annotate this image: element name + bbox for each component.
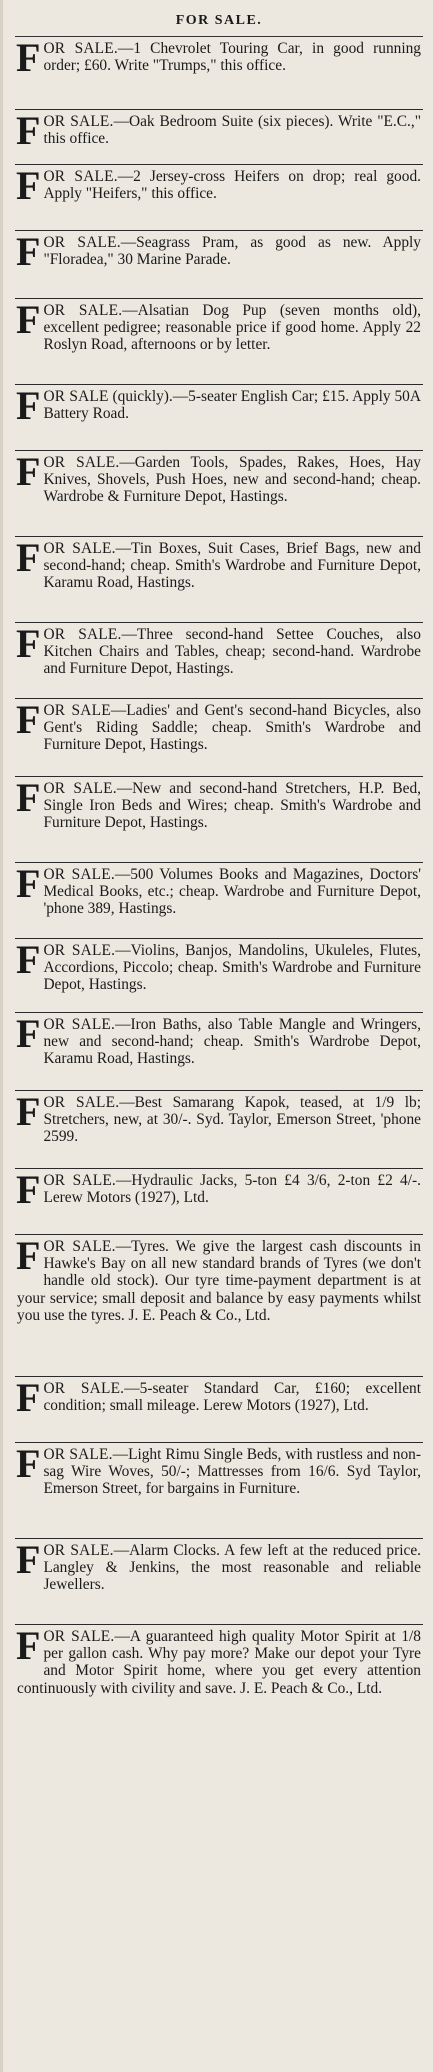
ad-text: —Alsatian Dog Pup (seven months old), excellent pedigree; reasonable price if good home. Apply 22 Roslyn Road, afternoons or by letter.	[43, 302, 421, 354]
ad-lead: OR SALE.	[43, 1238, 116, 1255]
classified-ad-tyres	[15, 1235, 423, 1377]
drop-cap: F	[16, 1625, 41, 1668]
drop-cap: F	[16, 939, 41, 982]
ad-lead: OR SALE.	[43, 113, 114, 130]
ad-text: —500 Volumes Books and Magazines, Doctors' Medical Books, etc.; cheap. Wardrobe and Furniture Depot, 'phone 389, Hastings.	[43, 866, 421, 918]
ad-text: —Alarm Clocks. A few left at the reduced price. Langley & Jenkins, the most reasonable and reliable Jewellers.	[43, 1542, 421, 1594]
ad-lead: OR SALE.	[43, 1380, 125, 1397]
classified-ad-jersey-heifers	[15, 165, 423, 231]
ad-text: —5-seater Standard Car, £160; excellent condition; small mileage. Lerew Motors (1927), Ltd.	[43, 1380, 422, 1415]
ad-lead: OR SALE.	[43, 1016, 116, 1033]
ad-lead: OR SALE.	[43, 234, 121, 251]
classified-ad-oak-bedroom-suite	[15, 110, 423, 165]
drop-cap: F	[16, 699, 41, 742]
ad-lead: OR SALE.	[43, 1094, 120, 1111]
drop-cap: F	[16, 385, 41, 428]
ad-text: (quickly).—5-seater English Car; £15. Apply 50A Battery Road.	[43, 388, 421, 423]
ad-text: —1 Chevrolet Touring Car, in good running order; £60. Write "Trumps," this office.	[43, 40, 421, 75]
classified-ad-iron-baths	[15, 1013, 423, 1091]
drop-cap: F	[16, 1235, 41, 1278]
ad-lead: OR SALE.	[43, 1172, 116, 1189]
drop-cap: F	[16, 777, 41, 820]
ad-text: —Violins, Banjos, Mandolins, Ukuleles, Flutes, Accordions, Piccolo; cheap. Smith's Wardrobe and Furniture Depot, Hastings.	[43, 942, 421, 994]
ad-text: —New and second-hand Stretchers, H.P. Bed, Single Iron Beds and Wires; cheap. Smith's Wardrobe and Furniture Depot, Hastings.	[43, 780, 421, 832]
drop-cap: F	[16, 537, 41, 580]
classified-ad-alsatian-pup	[15, 299, 423, 385]
classified-ad-alarm-clocks	[15, 1539, 423, 1625]
ad-lead: OR SALE.	[43, 1628, 115, 1645]
ad-lead: OR SALE.	[43, 942, 116, 959]
ad-lead: OR SALE	[43, 388, 109, 405]
classified-ad-standard-car	[15, 1377, 423, 1443]
ad-lead: OR SALE.	[43, 168, 118, 185]
drop-cap: F	[16, 1169, 41, 1212]
ad-lead: OR SALE.	[43, 780, 117, 797]
classified-ad-settee-couches	[15, 623, 423, 699]
classified-ad-garden-tools	[15, 451, 423, 537]
ad-text: —Tyres. We give the largest cash discounts in Hawke's Bay on all new standard brands of Tyres (we don't handle old stock). Our tyre time-payment department is at your service; small deposit and balance by easy payments whilst you use the tyres. J. E. Peach & Co., Ltd.	[17, 1238, 421, 1324]
classified-ad-english-car	[15, 385, 423, 451]
ad-lead: OR SALE	[43, 702, 111, 719]
drop-cap: F	[16, 1377, 41, 1420]
classified-ad-rimu-beds	[15, 1443, 423, 1539]
drop-cap: F	[16, 37, 41, 80]
drop-cap: F	[16, 863, 41, 906]
ad-lead: OR SALE.	[43, 540, 116, 557]
classified-ad-motor-spirit	[15, 1625, 423, 1741]
drop-cap: F	[16, 1013, 41, 1056]
drop-cap: F	[16, 1091, 41, 1134]
ad-text: —Light Rimu Single Beds, with rustless and non-sag Wire Woves, 50/-; Mattresses from 16/6. Syd Taylor, Emerson Street, for bargains in Furniture.	[43, 1446, 421, 1498]
ad-text: —Oak Bedroom Suite (six pieces). Write "E.C.," this office.	[43, 113, 422, 148]
drop-cap: F	[16, 451, 41, 494]
ad-lead: OR SALE.	[43, 302, 123, 319]
classified-ad-books-magazines	[15, 863, 423, 939]
classified-ad-bicycles	[15, 699, 423, 777]
ad-lead: OR SALE.	[43, 1542, 114, 1559]
classified-ad-tin-boxes	[15, 537, 423, 623]
drop-cap: F	[16, 110, 41, 153]
ad-lead: OR SALE.	[43, 866, 115, 883]
ad-lead: OR SALE.	[43, 1446, 113, 1463]
classified-ad-chevrolet-car	[15, 37, 423, 110]
drop-cap: F	[16, 165, 41, 208]
ad-text: —Garden Tools, Spades, Rakes, Hoes, Hay Knives, Shovels, Push Hoes, new and second-hand; cheap. Wardrobe & Furniture Depot, Hastings.	[43, 454, 421, 506]
classified-ad-hydraulic-jacks	[15, 1169, 423, 1235]
ad-lead: OR SALE.	[43, 454, 120, 471]
classified-ad-musical-instruments	[15, 939, 423, 1013]
ad-text: —Seagrass Pram, as good as new. Apply "Floradea," 30 Marine Parade.	[43, 234, 421, 269]
ad-text: —2 Jersey-cross Heifers on drop; real good. Apply "Heifers," this office.	[43, 168, 421, 203]
ad-lead: OR SALE.	[43, 40, 118, 57]
drop-cap: F	[16, 299, 41, 342]
ad-text: —Ladies' and Gent's second-hand Bicycles, also Gent's Riding Saddle; cheap. Smith's Wardrobe and Furniture Depot, Hastings.	[43, 702, 421, 754]
drop-cap: F	[16, 623, 41, 666]
ad-text: —Tin Boxes, Suit Cases, Brief Bags, new and second-hand; cheap. Smith's Wardrobe and Furniture Depot, Karamu Road, Hastings.	[43, 540, 421, 592]
ad-text: —Best Samarang Kapok, teased, at 1/9 lb; Stretchers, new, at 30/-. Syd. Taylor, Emerson Street, 'phone 2599.	[43, 1094, 421, 1146]
ad-text: —Iron Baths, also Table Mangle and Wringers, new and second-hand; cheap. Smith's Wardrobe Depot, Karamu Road, Hastings.	[43, 1016, 422, 1068]
ad-text: —Hydraulic Jacks, 5-ton £4 3/6, 2-ton £2 4/-. Lerew Motors (1927), Ltd.	[43, 1172, 421, 1207]
section-heading: FOR SALE.	[175, 13, 263, 28]
drop-cap: F	[16, 231, 41, 274]
classified-ad-samarang-kapok	[15, 1091, 423, 1169]
drop-cap: F	[16, 1539, 41, 1582]
ad-text: —Three second-hand Settee Couches, also Kitchen Chairs and Tables, cheap; second-hand. Wardrobe and Furniture Depot, Hastings.	[43, 626, 421, 678]
ad-lead: OR SALE.	[43, 626, 122, 643]
classified-ad-stretchers-beds	[15, 777, 423, 863]
ad-text: —A guaranteed high quality Motor Spirit at 1/8 per gallon cash. Why pay more? Make our depot your Tyre and Motor Spirit home, where you get every attention continuously with civility and save. J. E. Peach & Co., Ltd.	[17, 1628, 421, 1697]
drop-cap: F	[16, 1443, 41, 1486]
classified-ad-seagrass-pram	[15, 231, 423, 299]
